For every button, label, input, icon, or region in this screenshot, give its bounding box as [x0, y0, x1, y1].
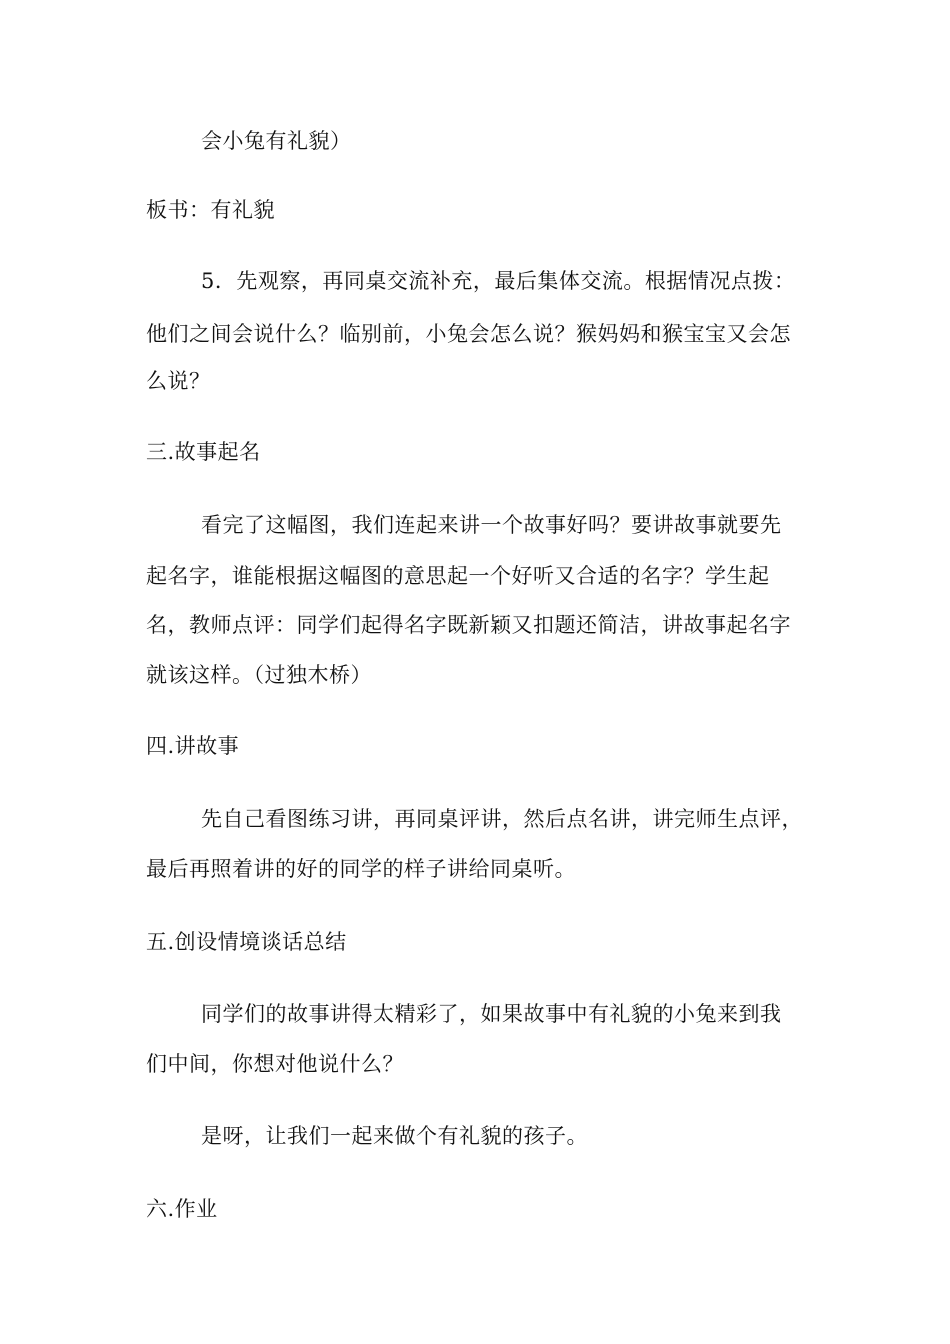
text-line: 看完了这幅图，我们连起来讲一个故事好吗？要讲故事就要先 [201, 513, 782, 537]
text-line: 是呀，让我们一起来做个有礼貌的孩子。 [201, 1124, 588, 1148]
text-line: 名，教师点评：同学们起得名字既新颖又扣题还简洁，讲故事起名字 [146, 613, 791, 637]
text-line: 最后再照着讲的好的同学的样子讲给同桌听。 [146, 857, 576, 881]
section-heading-4: 四.讲故事 [146, 734, 240, 758]
text-line: 就该这样。（过独木桥） [146, 663, 372, 687]
text-line: 5．先观察，再同桌交流补充，最后集体交流。根据情况点拨： [201, 269, 796, 293]
text-line: 先自己看图练习讲，再同桌评讲，然后点名讲，讲完师生点评， [201, 807, 803, 831]
text-line: 他们之间会说什么？临别前，小兔会怎么说？猴妈妈和猴宝宝又会怎 [146, 322, 791, 346]
text-line: 会小兔有礼貌） [201, 129, 352, 153]
text-line: 么说？ [146, 369, 211, 393]
text-line: 同学们的故事讲得太精彩了，如果故事中有礼貌的小兔来到我 [201, 1002, 782, 1026]
board-note: 板书：有礼貌 [146, 198, 275, 222]
section-heading-3: 三.故事起名 [146, 440, 261, 464]
text-line: 们中间，你想对他说什么？ [146, 1052, 404, 1076]
text-line: 起名字，谁能根据这幅图的意思起一个好听又合适的名字？学生起 [146, 564, 770, 588]
section-heading-5: 五.创设情境谈话总结 [146, 930, 347, 954]
section-heading-6: 六.作业 [146, 1197, 218, 1221]
